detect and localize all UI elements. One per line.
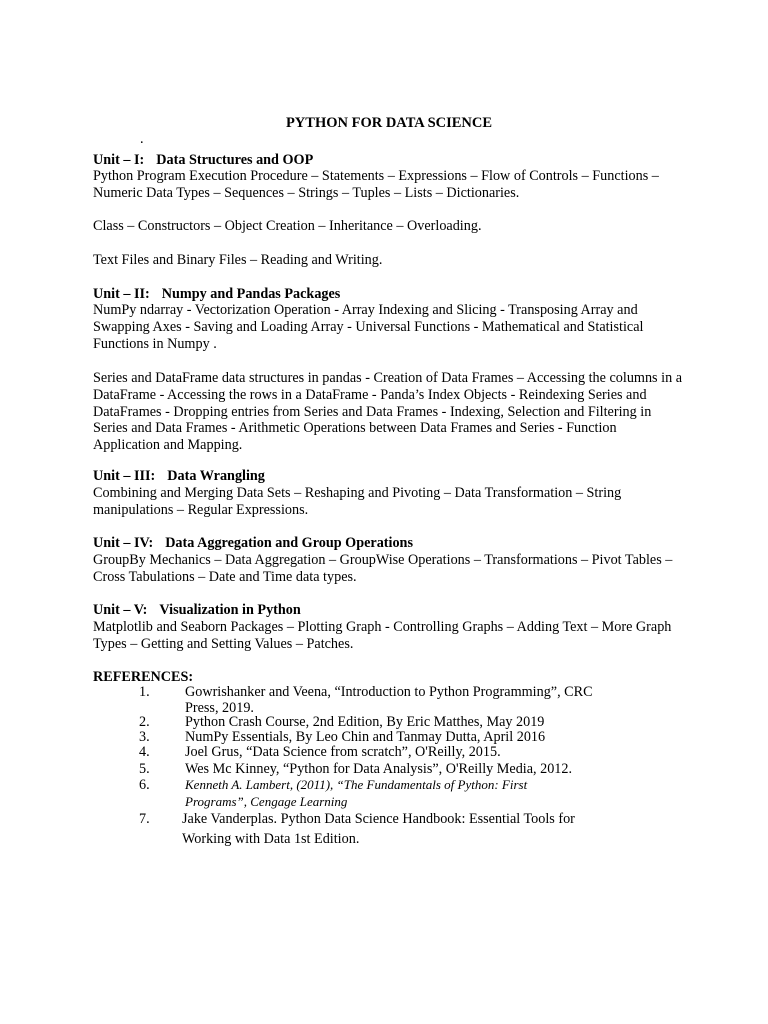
unit-number: Unit – II: [93, 286, 150, 302]
stray-dot: . [140, 131, 144, 147]
unit-1-paragraph: Text Files and Binary Files – Reading and Writing. [93, 252, 383, 268]
unit-3-heading [93, 468, 683, 485]
unit-title: Visualization in Python [159, 602, 301, 618]
reference-text-cont: Press, 2019. [185, 700, 254, 716]
reference-number: 4. [139, 744, 150, 760]
unit-4-paragraph: GroupBy Mechanics – Data Aggregation – GroupWise Operations – Transformations – Pivot Tables – Cross Tabulations – Date and Time data types. [93, 552, 673, 585]
unit-2-paragraph: NumPy ndarray - Vectorization Operation - Array Indexing and Slicing - Transposing Array and Swapping Axes - Saving and Loading Array - Universal Functions - Mathematical and Statistical Functions in Numpy . [93, 302, 644, 352]
unit-2-heading [93, 286, 683, 303]
reference-text: Joel Grus, “Data Science from scratch”, O'Reilly, 2015. [185, 744, 501, 760]
unit-title: Data Structures and OOP [156, 152, 314, 168]
reference-text: Python Crash Course, 2nd Edition, By Eric Matthes, May 2019 [185, 714, 545, 730]
unit-number: Unit – III: [93, 468, 156, 484]
unit-title: Numpy and Pandas Packages [161, 286, 341, 302]
unit-5-heading [93, 602, 683, 619]
unit-number: Unit – V: [93, 602, 148, 618]
reference-text: Kenneth A. Lambert, (2011), “The Fundamentals of Python: First [185, 777, 528, 792]
unit-5-paragraph: Matplotlib and Seaborn Packages – Plotting Graph - Controlling Graphs – Adding Text – More Graph Types – Getting and Setting Values – Patches. [93, 619, 672, 652]
reference-number: 5. [139, 761, 150, 777]
unit-3-paragraph: Combining and Merging Data Sets – Reshaping and Pivoting – Data Transformation – String manipulations – Regular Expressions. [93, 485, 622, 518]
reference-number: 2. [139, 714, 150, 730]
reference-text: Jake Vanderplas. Python Data Science Handbook: Essential Tools for [182, 811, 575, 827]
unit-1-heading [93, 152, 683, 169]
unit-number: Unit – IV: [93, 535, 154, 551]
unit-2-paragraph: Series and DataFrame data structures in pandas - Creation of Data Frames – Accessing the columns in a DataFrame - Accessing the rows in a DataFrame - Panda’s Index Objects - Reindexing Series and DataFrames - Dropping entries from Series and Data Frames - Indexing, Selection and Filtering in Series and Data Frames - Arithmetic Operations between Data Frames and Series - Function Application and Mapping. [93, 370, 683, 454]
reference-text: NumPy Essentials, By Leo Chin and Tanmay Dutta, April 2016 [185, 729, 546, 745]
unit-4-heading [93, 535, 683, 552]
reference-number: 7. [139, 811, 150, 827]
reference-text: Gowrishanker and Veena, “Introduction to Python Programming”, CRC [185, 684, 593, 700]
reference-text-cont: Programs”, Cengage Learning [185, 794, 348, 809]
unit-1-paragraph: Python Program Execution Procedure – Statements – Expressions – Flow of Controls – Functions – Numeric Data Types – Sequences – Strings – Tuples – Lists – Dictionaries. [93, 168, 659, 201]
unit-title: Data Wrangling [167, 468, 265, 484]
page-title: PYTHON FOR DATA SCIENCE [285, 115, 493, 131]
reference-text-cont: Working with Data 1st Edition. [182, 831, 360, 847]
reference-number: 3. [139, 729, 150, 745]
unit-title: Data Aggregation and Group Operations [165, 535, 413, 551]
reference-number: 1. [139, 684, 150, 700]
references-heading: REFERENCES: [93, 669, 194, 685]
reference-number: 6. [139, 777, 150, 793]
unit-number: Unit – I: [93, 152, 145, 168]
reference-text: Wes Mc Kinney, “Python for Data Analysis”, O'Reilly Media, 2012. [185, 761, 573, 777]
unit-1-paragraph: Class – Constructors – Object Creation – Inheritance – Overloading. [93, 218, 482, 234]
